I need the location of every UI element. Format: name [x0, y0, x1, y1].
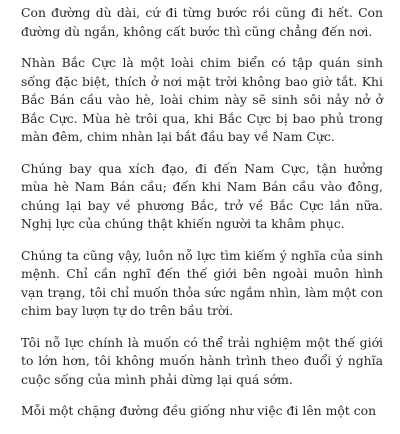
paragraph-4: Chúng ta cũng vậy, luôn nỗ lực tìm kiếm ý nghĩa của sinh mệnh. Chỉ cần nghĩ đến thế giới bên ngoài muôn hình vạn trạng, tôi chỉ muốn thỏa sức ngắm nhìn, làm một con chim bay lượn tự do trên bầu trời.: [21, 247, 383, 318]
paragraph-2: Nhàn Bắc Cực là một loài chim biển có tập quán sinh sống đặc biệt, thích ở nơi mặt trời không bao giờ tắt. Khi Bắc Bán cầu vào hè, loài chim này sẽ sinh sôi nảy nở ở Bắc Cực. Mùa hè trôi qua, khi Bắc Cực bị bao phủ trong màn đêm, chim nhàn lại bắt đầu bay về Nam Cực.: [21, 55, 383, 144]
body-text: [21, 4, 383, 434]
paragraph-6: Mỗi một chặng đường đều giống như việc đi lên một con: [21, 403, 377, 418]
paragraph-5: Tôi nỗ lực chính là muốn có thể trải nghiệm một thế giới to lớn hơn, tôi không muốn hành trình theo đuổi ý nghĩa cuộc sống của mình phải dừng lại quá sớm.: [21, 334, 383, 387]
paragraph-3: Chúng bay qua xích đạo, đi đến Nam Cực, tận hưởng mùa hè Nam Bán cầu; đến khi Nam Bán cầu vào đông, chúng lại bay về phương Bắc, trở về Bắc Cực lần nữa. Nghị lực của chúng thật khiến người ta khâm phục.: [21, 160, 383, 231]
paragraph-1: Con đường dù dài, cứ đi từng bước rồi cũng đi hết. Con đường dù ngắn, không cất bước thì cũng chẳng đến nơi.: [21, 5, 383, 39]
